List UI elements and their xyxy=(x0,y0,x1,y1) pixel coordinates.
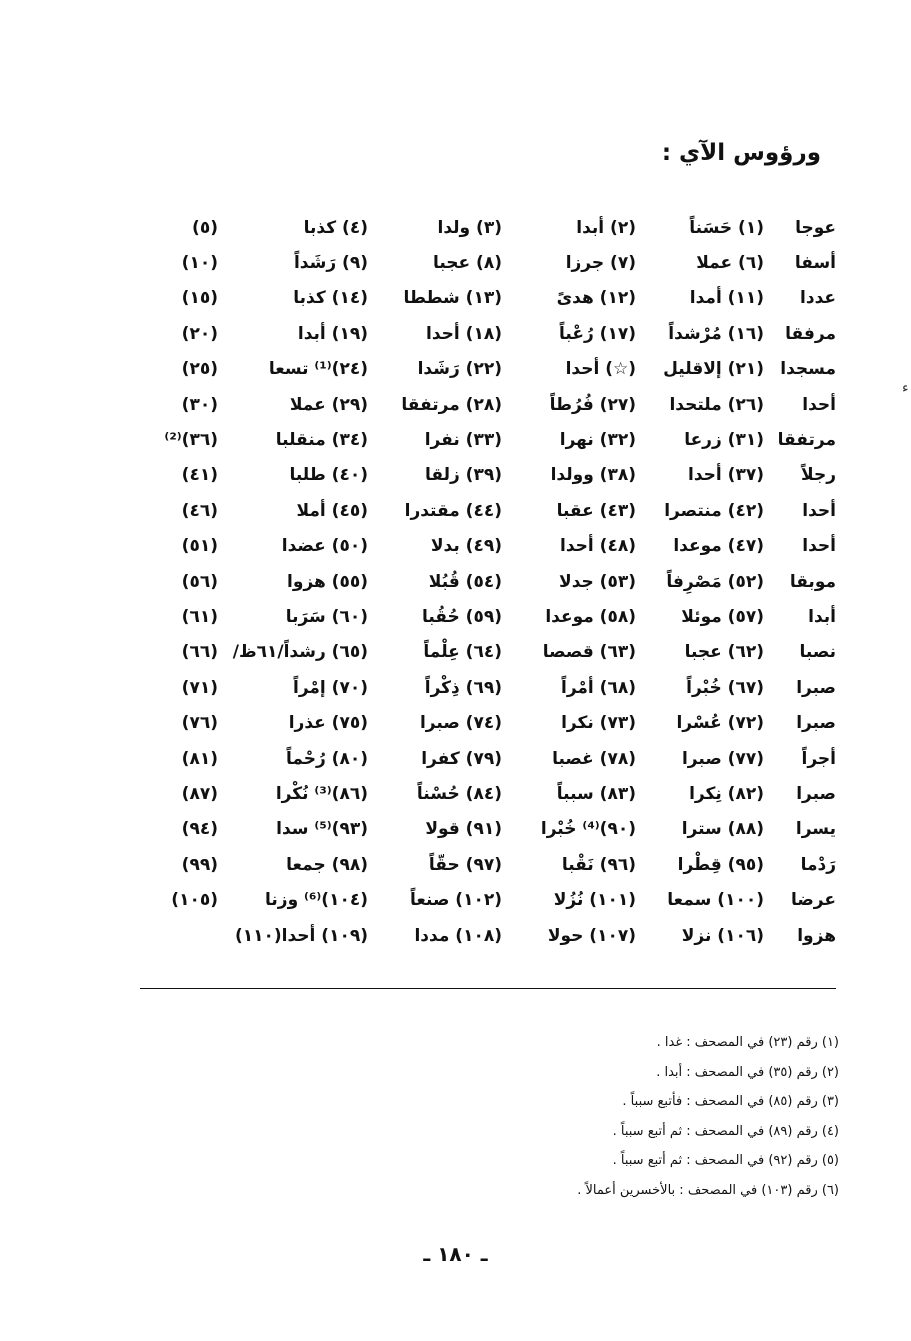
table-cell-c1: (٧٢) عُسْرا xyxy=(676,713,764,734)
page-number: ـ ١٨٠ ـ xyxy=(423,1242,488,1266)
table-row xyxy=(118,812,836,847)
table-row xyxy=(118,635,836,670)
table-cell-c2: (٧٣) نكرا xyxy=(561,713,636,734)
table-cell-c1: (٤٧) موعدا xyxy=(673,536,764,557)
table-cell-c4: (٤٠) طلبا xyxy=(289,465,368,486)
footnote-separator xyxy=(140,988,836,989)
table-cell-c3: (٦٤) عِلْماً xyxy=(423,642,502,663)
table-row xyxy=(118,281,836,316)
table-cell-c5: (٩٤) xyxy=(181,819,218,840)
table-cell-c5: (٧١) xyxy=(181,677,218,698)
table-cell-c1: (٤٢) منتصرا xyxy=(664,500,764,521)
table-cell-c1: (٥٧) موئلا xyxy=(681,606,764,627)
table-cell-c4: (١٤) كذبا xyxy=(293,288,368,309)
table-cell-c2: (٩٦) نَقْبا xyxy=(561,854,636,875)
table-cell-c0: أحدا xyxy=(802,536,836,557)
table-cell-c1: (٨٢) نِكرا xyxy=(689,783,764,804)
table-cell-c4: (٧٠) إمْراً xyxy=(293,677,368,698)
table-cell-c4: (٩) رَشَداً xyxy=(293,253,368,274)
table-cell-c0: رجلاً xyxy=(801,465,836,486)
table-cell-c0: أحدا xyxy=(802,500,836,521)
table-cell-c2: (٣٨) وولدا xyxy=(550,465,636,486)
footnote: (٣) رقم (٨٥) في المصحف : فأتبع سبباً . xyxy=(622,1094,839,1109)
table-cell-c2: (٢٧) فُرُطاً xyxy=(549,394,636,415)
table-cell-c2: (٢) أبدا xyxy=(576,217,636,238)
table-cell-c3: (٤٩) بدلا xyxy=(430,536,502,557)
table-cell-c5: (٦٦) xyxy=(181,642,218,663)
verse-endings-table xyxy=(118,210,836,953)
table-row xyxy=(118,705,836,740)
table-cell-c2: (٥٣) جدلا xyxy=(559,571,636,592)
table-row xyxy=(118,529,836,564)
table-row xyxy=(118,741,836,776)
table-row xyxy=(118,210,836,245)
table-cell-c3: (٣٣) نفرا xyxy=(424,430,502,451)
table-cell-c0: صبرا xyxy=(796,783,836,804)
table-row xyxy=(118,387,836,422)
table-cell-c1: (٣٧) أحدا xyxy=(688,465,764,486)
table-cell-c0: أبدا xyxy=(808,606,836,627)
table-cell-c0: نصبا xyxy=(799,642,836,663)
table-cell-c5: (٣٠) xyxy=(181,394,218,415)
table-cell-c0: يسرا xyxy=(795,819,836,840)
table-cell-c5: (٧٦) xyxy=(181,713,218,734)
table-cell-c2: (٣٢) نهرا xyxy=(559,430,636,451)
table-cell-c3: (٧٤) صبرا xyxy=(419,713,502,734)
table-cell-c4: (٨٦)⁽³⁾ نُكْرا xyxy=(275,783,368,804)
table-cell-c3: (٧٩) كفرا xyxy=(421,748,502,769)
table-cell-c2: (☆) أحدا xyxy=(565,359,636,380)
table-cell-c2: (٦٣) قصصا xyxy=(542,642,636,663)
table-row xyxy=(118,776,836,811)
table-cell-c1: (٢٦) ملتحدا xyxy=(669,394,764,415)
table-cell-c4: (٤٥) أملا xyxy=(296,500,368,521)
table-cell-c1: (١) حَسَناً xyxy=(689,217,764,238)
table-cell-c4: (٩٣)⁽⁵⁾ سدا xyxy=(276,819,368,840)
table-cell-c2: (٥٨) موعدا xyxy=(545,606,636,627)
footnote: (٥) رقم (٩٢) في المصحف : ثم أتبع سبباً . xyxy=(612,1153,839,1168)
table-cell-c3: (٣٩) زلقا xyxy=(424,465,502,486)
table-cell-c5: (١٠٥) xyxy=(171,890,218,911)
table-cell-c0: عوجا xyxy=(795,217,836,238)
table-row xyxy=(118,882,836,917)
table-cell-c0: صبرا xyxy=(796,677,836,698)
table-cell-c1: (١٠٠) سمعا xyxy=(667,890,764,911)
table-cell-c3: (٩٧) حقّاً xyxy=(428,854,502,875)
table-cell-c4: (١٩) أبدا xyxy=(297,323,368,344)
table-cell-c0: أجراً xyxy=(801,748,836,769)
table-cell-c2: (١٧) رُعْباً xyxy=(559,323,636,344)
table-row xyxy=(118,352,836,387)
table-cell-c5: (١٥) xyxy=(181,288,218,309)
table-cell-c4: (٤) كذبا xyxy=(303,217,368,238)
table-cell-c4: (١٠٩) أحدا(١١٠) xyxy=(234,925,368,946)
table-cell-c4: (٣٤) منقلبا xyxy=(275,430,368,451)
table-cell-c5: (٥٦) xyxy=(181,571,218,592)
table-cell-c2: (٤٨) أحدا xyxy=(560,536,636,557)
table-cell-c0: صبرا xyxy=(796,713,836,734)
footnotes xyxy=(239,1028,839,1205)
table-cell-c0: عددا xyxy=(800,288,836,309)
table-cell-c5: (٩٩) xyxy=(181,854,218,875)
table-row xyxy=(118,599,836,634)
table-cell-c4: (٥٠) عضدا xyxy=(281,536,368,557)
table-cell-c1: (١٠٦) نزلا xyxy=(681,925,764,946)
table-cell-c0: رَدْما xyxy=(800,854,836,875)
footnote: (٢) رقم (٣٥) في المصحف : أبدا . xyxy=(656,1064,839,1080)
table-cell-c3: (٤٤) مقتدرا xyxy=(404,500,502,521)
table-cell-c1: (١٦) مُرْشداً xyxy=(668,323,764,344)
table-cell-c5: (٢٠) xyxy=(181,323,218,344)
table-cell-c4: (٨٠) رُحْماً xyxy=(285,748,368,769)
table-cell-c2: (١٢) هدىً xyxy=(556,288,636,309)
table-cell-c1: (٧٧) صبرا xyxy=(681,748,764,769)
table-cell-c4: (١٠٤)⁽⁶⁾ وزنا xyxy=(265,890,368,911)
table-cell-c1: (٦٧) خُبْراً xyxy=(686,677,764,698)
table-cell-c2: (٨٣) سبباً xyxy=(556,783,636,804)
table-cell-c3: (٣) ولدا xyxy=(437,217,502,238)
table-cell-c3: (٢٨) مرتفقا xyxy=(401,394,502,415)
section-heading: ورؤوس الآي : xyxy=(661,140,821,166)
table-cell-c2: (٦٨) أمْراً xyxy=(561,677,636,698)
table-cell-c2: (٩٠)⁽⁴⁾ خُبْرا xyxy=(540,819,636,840)
table-cell-c2: (٧) جرزا xyxy=(565,253,636,274)
table-cell-c3: (٨) عجبا xyxy=(432,253,502,274)
table-cell-c5: (٥) xyxy=(192,217,218,238)
table-cell-c3: (١٣) شططا xyxy=(403,288,502,309)
table-row xyxy=(118,564,836,599)
table-cell-c3: (٨٤) حُسْناً xyxy=(416,783,502,804)
table-cell-c5: (٨١) xyxy=(181,748,218,769)
table-cell-c5: (٣٦)⁽²⁾ xyxy=(164,430,218,451)
table-cell-c0: مرتفقا xyxy=(777,430,836,451)
table-cell-c4: (٢٩) عملا xyxy=(289,394,368,415)
table-cell-c5: (٤١) xyxy=(181,465,218,486)
table-cell-c2: (١٠٧) حولا xyxy=(547,925,636,946)
table-row xyxy=(118,422,836,457)
table-row xyxy=(118,670,836,705)
table-cell-c1: (٢١) إلاقليل xyxy=(663,359,764,380)
table-cell-c3: (٥٤) قُبُلا xyxy=(428,571,502,592)
table-cell-c5: (٢٥) xyxy=(181,359,218,380)
table-row xyxy=(118,847,836,882)
table-cell-c4: (٩٨) جمعا xyxy=(286,854,368,875)
table-cell-c4: (٦٥) رشداً/٦١ظ/ xyxy=(232,642,368,663)
table-cell-c1: (٩٥) قِطْرا xyxy=(677,854,764,875)
table-cell-c4: (٥٥) هزوا xyxy=(287,571,368,592)
table-cell-c1: (٥٢) مَصْرِفاً xyxy=(666,571,764,592)
footnote: (٤) رقم (٨٩) في المصحف : ثم أتبع سبباً . xyxy=(612,1123,839,1139)
table-row xyxy=(118,493,836,528)
footnote: (٦) رقم (١٠٣) في المصحف : بالأخسرين أعمالاً . xyxy=(577,1182,839,1198)
table-row xyxy=(118,458,836,493)
table-cell-c4: (٧٥) عذرا xyxy=(288,713,368,734)
table-cell-c1: (٨٨) سترا xyxy=(681,819,764,840)
table-cell-c5: (٥١) xyxy=(181,536,218,557)
table-cell-c1: (٦) عملا xyxy=(696,253,764,274)
table-cell-c5: (٤٦) xyxy=(181,500,218,521)
table-cell-c3: (١٨) أحدا xyxy=(426,323,502,344)
table-cell-c0: عرضا xyxy=(791,890,836,911)
table-cell-c0: موبقا xyxy=(789,571,836,592)
table-row xyxy=(118,316,836,351)
table-cell-c3: (٢٢) رَشَدا xyxy=(417,359,502,380)
table-cell-c1: (١١) أمدا xyxy=(689,288,764,309)
table-cell-c3: (١٠٢) صنعاً xyxy=(410,890,502,911)
footnote: (١) رقم (٢٣) في المصحف : غدا . xyxy=(656,1035,839,1050)
table-cell-c0: هزوا xyxy=(797,925,836,946)
table-cell-c4: (٦٠) سَرَبا xyxy=(285,606,368,627)
table-cell-c3: (٦٩) ذِكْراً xyxy=(424,677,502,698)
table-row xyxy=(118,918,836,953)
table-cell-c2: (٧٨) غصبا xyxy=(552,748,636,769)
table-cell-c5: (١٠) xyxy=(181,253,218,274)
table-cell-c3: (٥٩) حُقُبا xyxy=(421,606,502,627)
table-cell-c0: أحدا xyxy=(802,394,836,415)
table-cell-c1: (٦٢) عجبا xyxy=(684,642,764,663)
table-cell-c2: (١٠١) نُزُلا xyxy=(553,890,636,911)
table-cell-c3: (١٠٨) مددا xyxy=(414,925,502,946)
table-cell-c1: (٣١) زرعا xyxy=(684,430,764,451)
table-cell-c2: (٤٣) عقبا xyxy=(556,500,636,521)
table-cell-c3: (٩١) قولا xyxy=(425,819,502,840)
table-cell-c0: مسجدا xyxy=(780,359,836,380)
table-row xyxy=(118,245,836,280)
margin-mark: ء xyxy=(902,380,909,396)
table-cell-c5: (٨٧) xyxy=(181,783,218,804)
table-cell-c0: مرفقا xyxy=(785,323,836,344)
table-cell-c5: (٦١) xyxy=(181,606,218,627)
table-cell-c4: (٢٤)⁽¹⁾ تسعا xyxy=(268,359,368,380)
table-cell-c0: أسفا xyxy=(794,253,836,274)
